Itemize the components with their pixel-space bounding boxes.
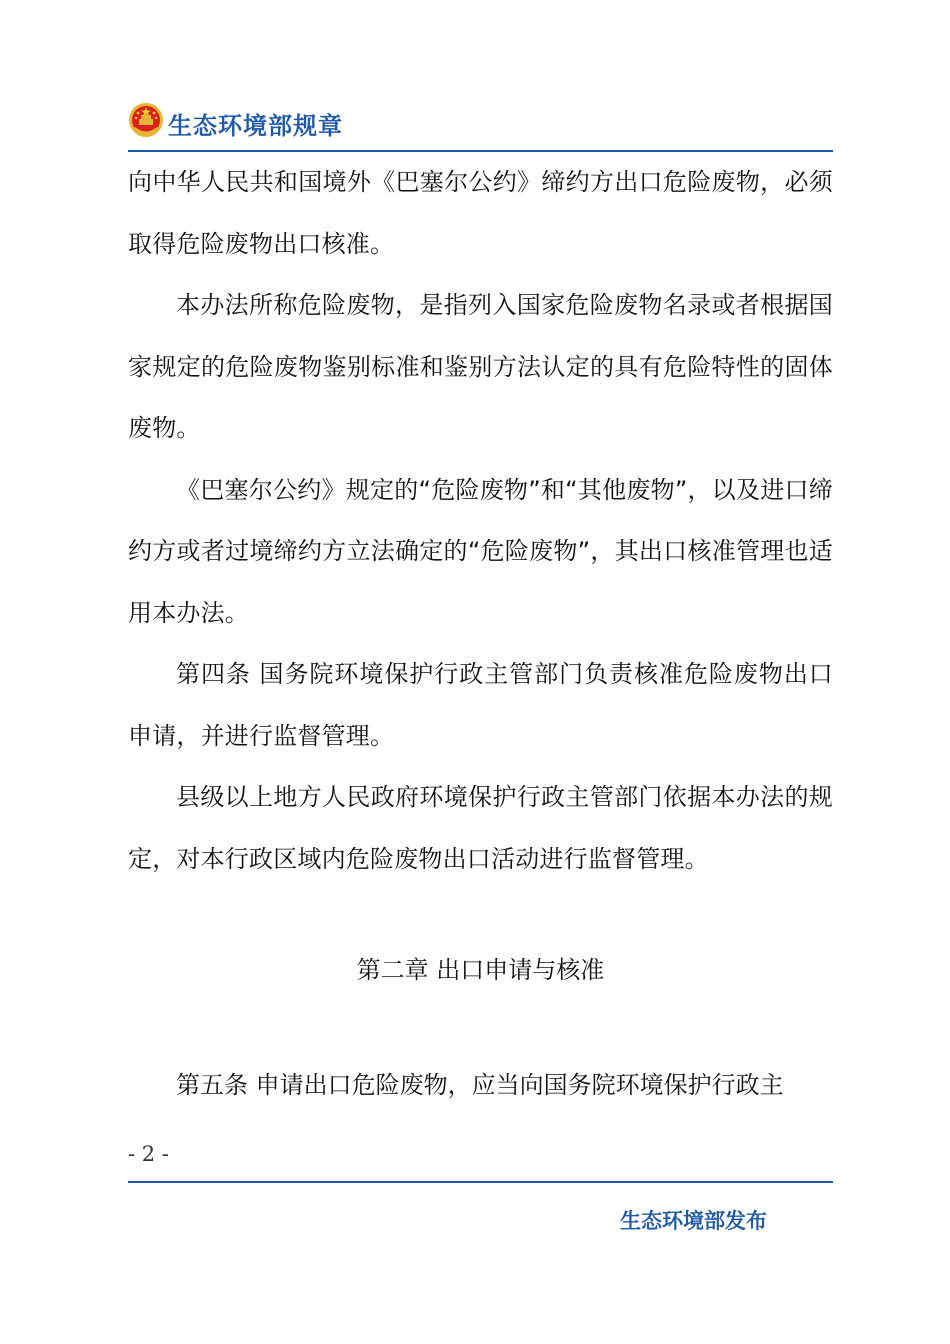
- document-body: [128, 152, 833, 890]
- footer-publisher: 生态环境部发布: [620, 1209, 767, 1233]
- header-title: 生态环境部规章: [168, 112, 343, 140]
- paragraph-article-4: 第四条 国务院环境保护行政主管部门负责核准危险废物出口申请，并进行监督管理。: [128, 660, 833, 750]
- chapter-heading: 第二章 出口申请与核准: [356, 956, 605, 984]
- paragraph-basel-scope: 《巴塞尔公约》规定的“危险废物”和“其他废物”，以及进口缔约方或者过境缔约方立法确定的“危险废物”，其出口核准管理也适用本办法。: [128, 475, 833, 627]
- footer-divider: [128, 1181, 833, 1183]
- national-emblem-icon: [128, 102, 164, 138]
- page-number: - 2 -: [128, 1142, 169, 1166]
- page-header: [128, 100, 833, 146]
- paragraph-definition: 本办法所称危险废物，是指列入国家危险废物名录或者根据国家规定的危险废物鉴别标准和鉴别方法认定的具有危险特性的固体废物。: [128, 291, 833, 442]
- paragraph-article-5: 第五条 申请出口危险废物，应当向国务院环境保护行政主: [176, 1071, 784, 1099]
- paragraph-continuation: 向中华人民共和国境外《巴塞尔公约》缔约方出口危险废物，必须取得危险废物出口核准。: [128, 168, 833, 258]
- paragraph-local-supervision: 县级以上地方人民政府环境保护行政主管部门依据本办法的规定，对本行政区域内危险废物出口活动进行监督管理。: [128, 783, 833, 873]
